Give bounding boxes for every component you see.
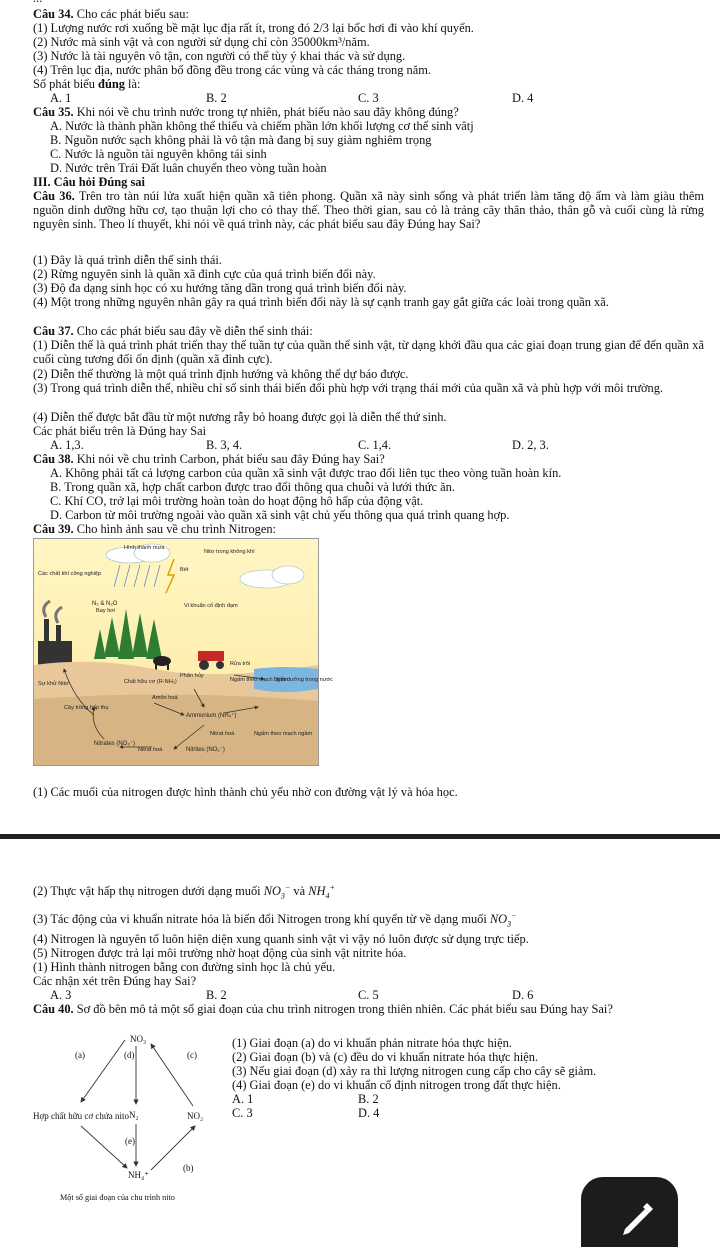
fig-label-decomposition: Phân hủy (180, 673, 204, 679)
edit-fab-button[interactable] (581, 1177, 678, 1247)
q37-options (0, 438, 720, 452)
q39-option-d[interactable]: D. 6 (512, 988, 534, 1002)
q37-option-a[interactable]: A. 1,3. (50, 438, 84, 452)
q40-option-c[interactable]: C. 3 (232, 1106, 253, 1120)
q39-option-b[interactable]: B. 2 (206, 988, 227, 1002)
diag-label-e: (e) (125, 1136, 135, 1146)
q36-title: Câu 36. (33, 189, 75, 203)
fig-label-ammonium: Ammonium (NH₄⁺) (186, 713, 237, 719)
q34-ask-suffix: là: (124, 77, 141, 91)
q35-stem (33, 105, 704, 119)
q36-s3: (3) Độ đa dạng sinh học có xu hướng tăng dần trong quá trình biến đổi này. (33, 281, 407, 295)
q40-title: Câu 40. (33, 1002, 74, 1016)
q39-s3-text: (3) Tác động của vi khuẩn nitrate hóa là biến đổi Nitrogen trong khí quyển từ về dạng muối (33, 912, 490, 927)
fig-label-nitrogen-air: Nitơ trong không khí (204, 549, 255, 555)
fig-label-seepage-2: Ngấm theo mạch ngầm (254, 731, 313, 737)
q37-ask: Các phát biểu trên là Đúng hay Sai (33, 424, 207, 438)
q34-option-a[interactable]: A. 1 (50, 91, 72, 105)
q37-stem (33, 324, 704, 338)
q40-options-row2 (0, 1106, 720, 1120)
fig-label-rain: Hình thành mưa (124, 545, 165, 551)
q34-s3: (3) Nước là tài nguyên vô tận, con người có thể tùy ý khai thác và sử dụng. (33, 49, 406, 63)
fig-label-denitrification: Sự khử Nitơ (38, 681, 69, 687)
q39-ask: Các nhận xét trên Đúng hay Sai? (33, 974, 197, 988)
q39-s5: (5) Nitrogen được trả lại môi trường nhờ hoạt động của sinh vật nitrite hóa. (33, 946, 407, 960)
fig-label-nitrites: Nitrites (NO₂⁻) (186, 747, 225, 753)
diag-caption: Một số giai đoạn của chu trình nito (60, 1193, 175, 1202)
q40-stem (33, 1002, 704, 1016)
q40-s4: (4) Giai đoạn (e) do vi khuẩn cố định nitrogen trong đất thực hiện. (232, 1078, 561, 1092)
fig-label-n2: N₂ & N₂O (92, 601, 118, 607)
nitrogen-cycle-illustration (34, 539, 333, 765)
q35-option-a[interactable]: A. Nước là thành phần không thể thiếu và chiếm phần lớn khối lượng cơ thể sinh vâtj (50, 119, 474, 133)
fig-label-nitrification-2: Nitrat hoá (138, 747, 163, 753)
page-divider (0, 834, 720, 839)
q37-title: Câu 37. (33, 324, 74, 338)
q34-stem (33, 7, 704, 21)
q39-s3 (33, 909, 704, 932)
q38-title: Câu 38. (33, 452, 74, 466)
diag-no2: NO₂ (187, 1111, 204, 1121)
q38-stem-text: Khi nói về chu trình Carbon, phát biểu sau đây Đúng hay Sai? (76, 452, 385, 466)
fig-label-vapor: Bay hơi (96, 608, 116, 614)
fig-label-organic: Chất hữu cơ (R-NH₂) (124, 679, 177, 685)
q40-options-row1 (0, 1092, 720, 1106)
diag-no3: NO₃ (130, 1034, 147, 1044)
q38-option-d[interactable]: D. Carbon từ môi trường ngoài vào quần xã sinh vật chủ yếu thông qua quá trình quang hợp. (50, 508, 510, 522)
q39-options (0, 988, 720, 1002)
q40-option-b[interactable]: B. 2 (358, 1092, 379, 1106)
q34-s4: (4) Trên lục địa, nước phân bố đồng đều trong các vùng và các tháng trong năm. (33, 63, 431, 77)
q40-s2: (2) Giai đoạn (b) và (c) đều do vi khuẩn nitrate hóa thực hiện. (232, 1050, 539, 1064)
q34-option-b[interactable]: B. 2 (206, 91, 227, 105)
fig-label-seepage: Ngấm theo mạch ngầm (230, 677, 289, 683)
pencil-icon (581, 1177, 678, 1247)
q38-stem (33, 452, 704, 466)
q34-ask (33, 77, 704, 91)
fig-label-plant-uptake: Cây trồng hấp thụ (64, 705, 109, 711)
q38-option-b[interactable]: B. Trong quần xã, hợp chất carbon được trao đổi thông qua chuỗi và lưới thức ăn. (50, 480, 455, 494)
q35-option-c[interactable]: C. Nước là nguồn tài nguyên không tái sinh (50, 147, 267, 161)
q35-stem-text: Khi nói về chu trình nước trong tự nhiên, phát biểu nào sau đây không đúng? (76, 105, 459, 119)
diag-organic: Hợp chất hữu cơ chứa nito (33, 1111, 129, 1121)
q34-stem-text: Cho các phát biểu sau: (76, 7, 189, 21)
q40-s3: (3) Nếu giai đoạn (d) xảy ra thì lượng nitrogen cung cấp cho cây sẽ giảm. (232, 1064, 597, 1078)
q39-s4: (4) Nitrogen là nguyên tố luôn hiện diện xung quanh sinh vật vì vậy nó luôn được sử dụng trực tiếp. (33, 932, 529, 946)
q39-s2-text: (2) Thực vật hấp thụ nitrogen dưới dạng muối (33, 884, 264, 899)
q39-title: Câu 39. (33, 522, 74, 536)
q35-option-b[interactable]: B. Nguồn nước sạch không phải là vô tận mà đang bị suy giảm nghiêm trọng (50, 133, 432, 147)
q36-s1: (1) Đây là quá trình diễn thế sinh thái. (33, 253, 222, 267)
diag-label-b: (b) (183, 1163, 194, 1173)
q39-stem-text: Cho hình ảnh sau về chu trình Nitrogen: (76, 522, 276, 536)
section-3-heading: III. Câu hỏi Đúng sai (33, 175, 145, 189)
diag-label-c: (c) (187, 1050, 197, 1060)
diag-n2: N₂ (129, 1110, 139, 1120)
q37-s3: (3) Trong quá trình diễn thế, nhiều chỉ số sinh thái biến đổi phù hợp với trạng thái mới của quần xã và phù hợp với môi trường. (33, 381, 664, 395)
diag-label-a: (a) (75, 1050, 85, 1060)
q36-s2: (2) Rừng nguyên sinh là quần xã đỉnh cực của quá trình biến đổi này. (33, 267, 376, 281)
diag-label-d: (d) (124, 1050, 135, 1060)
q34-ask-prefix: Số phát biểu (33, 77, 99, 91)
q37-option-b[interactable]: B. 3, 4. (206, 438, 243, 452)
q36-s4: (4) Một trong những nguyên nhân gây ra quá trình biến đổi này là sự cạnh tranh gay gắt giữa các loài trong quần xã. (33, 295, 609, 309)
q40-option-d[interactable]: D. 4 (358, 1106, 380, 1120)
q39-option-c[interactable]: C. 5 (358, 988, 379, 1002)
formula-nh4: $NH_4^+$ (308, 883, 335, 901)
q34-s2: (2) Nước mà sinh vật và con người sử dụng chỉ còn 35000km³/năm. (33, 35, 370, 49)
q34-title: Câu 34. (33, 7, 74, 21)
fig-label-runoff: Rửa trôi (230, 661, 251, 667)
fig-label-aquatic: Dinh dưỡng trong nước (274, 677, 333, 683)
q34-option-d[interactable]: D. 4 (512, 91, 534, 105)
q39-s1: (1) Các muối của nitrogen được hình thành chủ yếu nhờ con đường vật lý và hóa học. (33, 785, 458, 799)
q35-title: Câu 35. (33, 105, 74, 119)
q38-option-a[interactable]: A. Không phải tất cả lượng carbon của quần xã sinh vật được trao đổi liên tục theo vòng tuần hoàn kín. (50, 466, 562, 480)
q39-s6: (1) Hình thành nitrogen bằng con đường sinh học là chủ yếu. (33, 960, 336, 974)
diag-nh4: NH₄⁺ (128, 1170, 149, 1180)
q37-s1: (1) Diễn thế là quá trình phát triển thay thế tuần tự của quần thể sinh vật, từ dạng khởi đầu qua các giai đoạn trung gian để đến quần xã cuối cùng tương đối ổn định (quần xã đỉnh cực). (33, 338, 704, 367)
q40-stem-text: Sơ đồ bên mô tả một số giai đoạn của chu trình nitrogen trong thiên nhiên. Các phát biểu sau Đúng hay Sai? (76, 1002, 613, 1016)
fig-label-ammonification: Amôn hoá (152, 695, 178, 701)
formula-no3-2: $NO_3^-$ (489, 911, 517, 929)
q40-option-a[interactable]: A. 1 (232, 1092, 254, 1106)
q36-stem-text: Trên tro tàn núi lửa xuất hiện quần xã tiên phong. Quần xã này sinh sống và phát triển làm tăng độ ẩm và làm giàu thêm nguồn dinh dưỡng hữu cơ, tạo thuận lợi cho cỏ thay thế. Theo thời gian, sau cỏ là trảng cây thân thảo, thân gỗ và cuối cùng là rừng nguyên sinh. Theo lí thuyết, khi nói về quá trình này, các phát biểu sau đây Đúng hay Sai? (33, 189, 705, 232)
formula-no3: $NO_3^-$ (263, 883, 291, 901)
q34-option-c[interactable]: C. 3 (358, 91, 379, 105)
q37-option-d[interactable]: D. 2, 3. (512, 438, 549, 452)
q37-option-c[interactable]: C. 1,4. (358, 438, 392, 452)
q36-stem (33, 189, 704, 232)
q39-option-a[interactable]: A. 3 (50, 988, 72, 1002)
q39-s2-and: và (290, 884, 309, 899)
fig-label-cloud: Bét (180, 567, 189, 573)
fig-label-nitrification: Nitrat hoá (210, 731, 235, 737)
q34-s1: (1) Lượng nước rơi xuống bề mặt lục địa rất ít, trong đó 2/3 lại bốc hơi đi vào khí quyển. (33, 21, 474, 35)
fig-label-industry: Các chất khí công nghiệp (38, 571, 102, 577)
q39-s2 (33, 881, 704, 904)
fig-label-fixing-bacteria: Vi khuẩn cố định đạm (184, 603, 238, 609)
q34-ask-bold: đúng (98, 77, 125, 91)
q39-stem (33, 522, 704, 536)
q35-option-d[interactable]: D. Nước trên Trái Đất luân chuyển theo vòng tuần hoàn (50, 161, 327, 175)
fig-label-nitrates: Nitrates (NO₃⁻) (94, 741, 135, 747)
q38-option-c[interactable]: C. Khí CO, trở lại môi trường hoàn toàn do hoạt động hô hấp của động vật. (50, 494, 424, 508)
q37-stem-text: Cho các phát biểu sau đây về diễn thế sinh thái: (76, 324, 313, 338)
nitrogen-cycle-figure (33, 538, 333, 766)
top-cut-fragment (33, 0, 704, 5)
q37-s4: (4) Diễn thế được bắt đầu từ một nương rẫy bỏ hoang được gọi là diễn thế thứ sinh. (33, 410, 447, 424)
q37-s2: (2) Diễn thế thường là một quá trình định hướng và không thể dự báo được. (33, 367, 409, 381)
q40-s1: (1) Giai đoạn (a) do vi khuẩn phản nitrate hóa thực hiện. (232, 1036, 512, 1050)
q34-options (0, 91, 720, 105)
